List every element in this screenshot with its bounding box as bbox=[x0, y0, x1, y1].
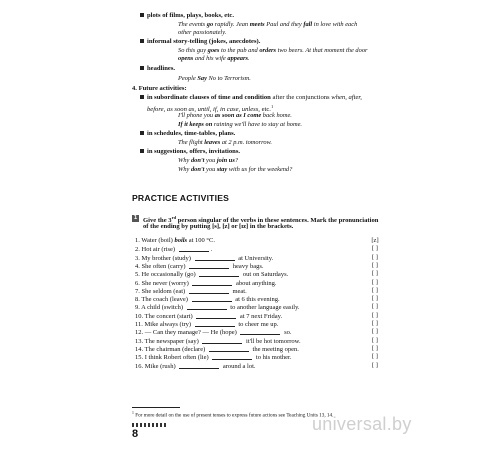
example-informal-1: So this guy goes to the pub and orders two beers. At that moment the door bbox=[178, 47, 368, 54]
bullet-schedules: in schedules, time-tables, plans. bbox=[140, 130, 235, 138]
pronunciation-bracket[interactable]: [ ] bbox=[372, 253, 378, 261]
example-suggestions-1: Why don't you join us? bbox=[178, 157, 239, 164]
future-activities-heading: 4. Future activities: bbox=[132, 85, 187, 92]
page-number-dots bbox=[132, 423, 168, 427]
answer-blank[interactable] bbox=[195, 254, 235, 261]
exercise-text: 1. Water (boil) bbox=[135, 237, 175, 244]
answer-blank[interactable] bbox=[195, 320, 235, 327]
bullet-subordinate: in subordinate clauses of time and condition after the conjunctions when, after, bbox=[140, 94, 362, 102]
exercise-text-end: to his mother. bbox=[254, 354, 292, 362]
answer-blank[interactable] bbox=[189, 287, 229, 294]
pronunciation-bracket[interactable]: [ ] bbox=[372, 261, 378, 269]
page-number: 8 bbox=[132, 428, 139, 440]
pronunciation-bracket[interactable]: [ ] bbox=[372, 286, 378, 294]
exercise-text-end: . bbox=[210, 246, 213, 254]
example-headlines: People Say No to Terrorism. bbox=[178, 75, 251, 82]
exercise-text: 13. The newspaper (say) bbox=[135, 337, 201, 345]
footnote: $^1$ For more detail on the use of present tenses to express future actions see Teaching Units 13, 14. bbox=[132, 411, 334, 419]
exercise-item bbox=[135, 362, 256, 371]
subordinate-continued: before, as soon as, until, if, in case, unless, etc.$^1$ bbox=[147, 104, 274, 114]
bullet-square-icon bbox=[140, 149, 144, 153]
pronunciation-bracket[interactable]: [ ] bbox=[372, 320, 378, 327]
footnote-rule bbox=[132, 407, 180, 408]
exercise-text-end: out on Saturdays. bbox=[241, 271, 289, 279]
answer-blank[interactable] bbox=[192, 295, 232, 302]
bullet-square-icon bbox=[140, 13, 144, 17]
bullet-plots: plots of films, plays, books, etc. bbox=[140, 12, 234, 20]
exercise-text-end: to another language easily. bbox=[228, 304, 300, 312]
pronunciation-bracket[interactable]: [ ] bbox=[372, 344, 378, 352]
pronunciation-bracket[interactable]: [z] bbox=[371, 237, 379, 244]
answer-blank[interactable] bbox=[209, 345, 249, 352]
exercise-text: 7. She seldom (eat) bbox=[135, 287, 187, 295]
example-subordinate-1: I'll phone you as soon as I come back home. bbox=[178, 112, 292, 119]
example-schedules: The flight leaves at 2 p.m. tomorrow. bbox=[178, 139, 272, 146]
answer-blank[interactable] bbox=[189, 262, 229, 269]
exercise-text-end: around a lot. bbox=[221, 362, 256, 370]
exercise-text-end: so. bbox=[282, 329, 292, 337]
bullet-square-icon bbox=[140, 39, 144, 43]
task-instruction-line1: Give the 3rd person singular of the verbs in these sentences. Mark the pronunciation bbox=[143, 215, 379, 225]
exercise-text: 10. The concert (start) bbox=[135, 312, 195, 320]
exercise-text: 8. The coach (leave) bbox=[135, 296, 190, 304]
pronunciation-bracket[interactable]: [ ] bbox=[372, 303, 378, 311]
exercise-text: 6. She never (worry) bbox=[135, 279, 191, 287]
exercise-text-end: heavy bags. bbox=[231, 262, 264, 270]
exercise-text-end: to cheer me up. bbox=[236, 321, 279, 328]
exercise-text: 11. Mike always (try) bbox=[135, 321, 193, 328]
answer-blank[interactable] bbox=[199, 270, 239, 277]
pronunciation-bracket[interactable]: [ ] bbox=[372, 311, 378, 319]
exercise-text: 2. Hot air (rise) bbox=[135, 246, 177, 254]
bullet-square-icon bbox=[140, 131, 144, 135]
answer-blank[interactable] bbox=[179, 245, 209, 252]
exercise-text: 15. I think Robert often (lie) bbox=[135, 354, 211, 362]
pronunciation-bracket[interactable]: [ ] bbox=[372, 336, 378, 344]
exercise-text: 16. Mike (rush) bbox=[135, 362, 178, 370]
watermark-logo: universal.by bbox=[312, 414, 412, 434]
pronunciation-bracket[interactable]: [ ] bbox=[372, 245, 378, 253]
bullet-suggestions: in suggestions, offers, invitations. bbox=[140, 148, 240, 156]
example-plots-1: The events go rapidly. Jean meets Paul and they fall in love with each bbox=[178, 21, 358, 28]
exercise-text: 4. She often (carry) bbox=[135, 262, 188, 270]
pronunciation-bracket[interactable]: [ ] bbox=[372, 361, 378, 369]
example-suggestions-2: Why don't you stay with us for the weekend? bbox=[178, 166, 293, 173]
exercise-text: 14. The chairman (declare) bbox=[135, 345, 207, 353]
exercise-text-end: at 7 next Friday. bbox=[238, 312, 283, 320]
pronunciation-bracket[interactable]: [ ] bbox=[372, 328, 378, 336]
exercise-text-end: at University. bbox=[236, 254, 274, 262]
bullet-square-icon bbox=[140, 66, 144, 70]
exercise-text-end: the meeting open. bbox=[250, 345, 299, 353]
bullet-square-icon bbox=[140, 95, 144, 99]
exercise-text: 5. He occasionally (go) bbox=[135, 271, 198, 279]
exercise-text: 9. A child (switch) bbox=[135, 304, 185, 312]
exercise-text: 3. My brother (study) bbox=[135, 254, 193, 262]
exercise-item bbox=[135, 237, 215, 245]
example-informal-2: opens and his wife appears. bbox=[178, 55, 250, 62]
pronunciation-bracket[interactable]: [ ] bbox=[372, 278, 378, 286]
task-instruction-line2: of the ending by putting [s], [z] or [ɪz] in the brackets. bbox=[143, 223, 294, 230]
answer-blank[interactable] bbox=[212, 353, 252, 360]
task-number-badge: 1 bbox=[133, 215, 138, 221]
answer-blank[interactable] bbox=[202, 337, 242, 344]
bullet-informal: informal story-telling (jokes, anecdotes). bbox=[140, 38, 260, 46]
answer-blank[interactable] bbox=[179, 362, 219, 369]
exercise-answer-example: boils bbox=[174, 237, 188, 244]
answer-blank[interactable] bbox=[187, 303, 227, 310]
exercise-text-end: it'll be hot tomorrow. bbox=[244, 337, 301, 345]
example-plots-2: other passionately. bbox=[178, 29, 227, 36]
pronunciation-bracket[interactable]: [ ] bbox=[372, 295, 378, 303]
exercise-text: 12. — Can they manage? — He (hope) bbox=[135, 329, 239, 337]
pronunciation-bracket[interactable]: [ ] bbox=[372, 353, 378, 361]
exercise-text-end: meat. bbox=[230, 287, 247, 295]
answer-blank[interactable] bbox=[192, 279, 232, 286]
answer-blank[interactable] bbox=[240, 328, 280, 335]
exercise-text-end: at 100 °C. bbox=[187, 237, 215, 244]
practice-activities-heading: PRACTICE ACTIVITIES bbox=[132, 193, 230, 203]
exercise-text-end: at 6 this evening. bbox=[233, 296, 280, 304]
answer-blank[interactable] bbox=[196, 312, 236, 319]
exercise-text-end: about anything. bbox=[234, 279, 277, 287]
example-subordinate-2: If it keeps on raining we'll have to stay at home. bbox=[178, 121, 303, 128]
pronunciation-bracket[interactable]: [ ] bbox=[372, 270, 378, 278]
bullet-headlines: headlines. bbox=[140, 65, 175, 73]
